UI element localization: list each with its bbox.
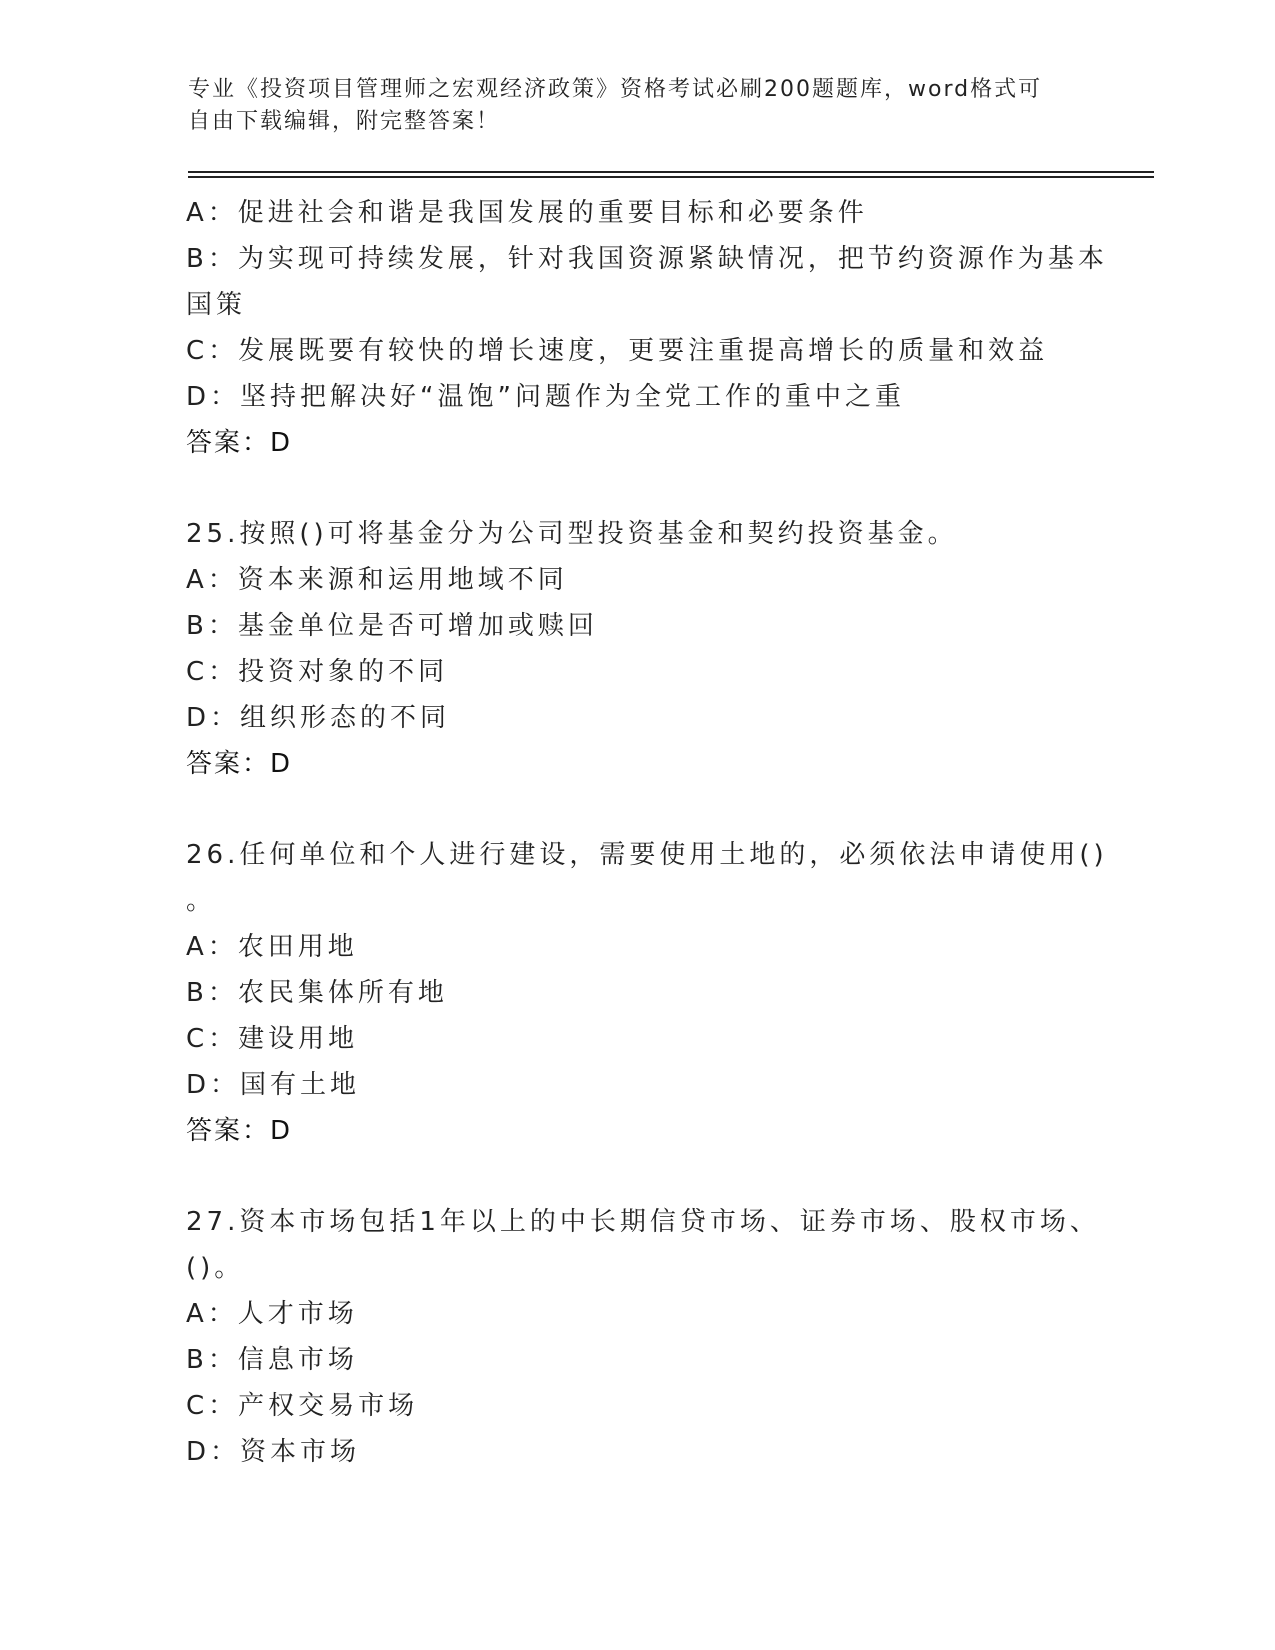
option-b: B：农民集体所有地 xyxy=(186,978,448,1008)
question-25 xyxy=(186,511,1076,787)
option-a: A：促进社会和谐是我国发展的重要目标和必要条件 xyxy=(186,198,868,228)
answer-label: 答案：D xyxy=(186,749,293,779)
option-c: C：发展既要有较快的增长速度，更要注重提高增长的质量和效益 xyxy=(186,336,1049,366)
question-text: 25.按照()可将基金分为公司型投资基金和契约投资基金。 xyxy=(186,519,958,549)
option-b: B：为实现可持续发展，针对我国资源紧缺情况，把节约资源作为基本 xyxy=(186,244,1108,274)
option-d: D：组织形态的不同 xyxy=(186,703,451,733)
spacer xyxy=(186,787,1076,832)
spacer xyxy=(186,466,1076,511)
question-27 xyxy=(186,1199,1100,1475)
option-b: B：基金单位是否可增加或赎回 xyxy=(186,611,598,641)
answer-label: 答案：D xyxy=(186,428,293,458)
option-a: A：人才市场 xyxy=(186,1299,358,1329)
option-c: C：产权交易市场 xyxy=(186,1391,419,1421)
option-a: A：资本来源和运用地域不同 xyxy=(186,565,568,595)
option-d: D：坚持把解决好“温饱”问题作为全党工作的重中之重 xyxy=(186,382,905,412)
question-26 xyxy=(186,832,1108,1154)
option-c: C：建设用地 xyxy=(186,1024,359,1054)
question-text: 26.任何单位和个人进行建设，需要使用土地的，必须依法申请使用() xyxy=(186,840,1108,870)
question-text-continued: 。 xyxy=(186,886,217,916)
question-text: 27.资本市场包括1年以上的中长期信贷市场、证券市场、股权市场、 xyxy=(186,1207,1100,1237)
option-a: A：农田用地 xyxy=(186,932,358,962)
question-text-continued: ()。 xyxy=(186,1253,245,1283)
option-d: D：国有土地 xyxy=(186,1070,361,1100)
header-title-line-2: 自由下载编辑，附完整答案！ xyxy=(188,109,501,134)
option-d: D：资本市场 xyxy=(186,1437,361,1467)
option-b-continued: 国策 xyxy=(186,290,247,320)
question-24 xyxy=(186,190,1108,466)
option-b: B：信息市场 xyxy=(186,1345,358,1375)
header-divider-bottom xyxy=(188,176,1154,178)
question-list xyxy=(186,190,1108,1475)
answer-label: 答案：D xyxy=(186,1116,293,1146)
header-divider-top xyxy=(188,171,1154,173)
spacer xyxy=(186,1154,1076,1199)
document-header xyxy=(188,74,1088,138)
header-title-line-1: 专业《投资项目管理师之宏观经济政策》资格考试必刷200题题库，word格式可 xyxy=(188,77,1043,102)
option-c: C：投资对象的不同 xyxy=(186,657,449,687)
